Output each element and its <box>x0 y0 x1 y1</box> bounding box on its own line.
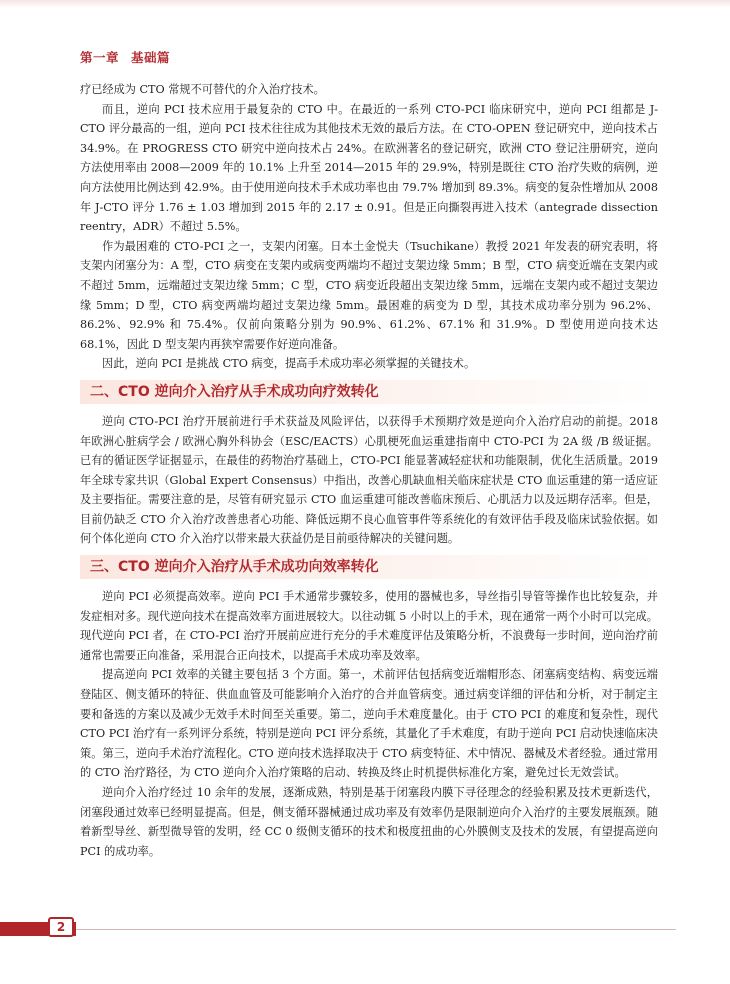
paragraph: 疗已经成为 CTO 常规不可替代的介入治疗技术。 <box>80 83 325 96</box>
section-heading: 二、CTO 逆向介入治疗从手术成功向疗效转化 <box>80 380 658 404</box>
paragraph: 提高逆向 PCI 效率的关键主要包括 3 个方面。第一，术前评估包括病变近端帽形态、闭塞病变结构、病变远端登陆区、侧支循环的特征、供血血管及可能影响介入治疗的合并血管病变。通过病变详细的评估和分析，对于制定主要和备选的方案以及减少无效手术时间至关重要。第二，逆向手术难度量化。由于 CTO PCI 的难度和复杂性，现代 CTO PCI 治疗有一系列评分系统，特别是逆向 PCI 评分系统，其量化了手术难度，有助于逆向 PCI 启动快速临床决策。第三，逆向手术治疗流程化。CTO 逆向技术选择取决于 CTO 病变特征、术中情况、器械及术者经验。通过常用的 CTO 治疗路径，为 CTO 逆向介入治疗策略的启动、转换及终止时机提供标准化方案，避免过长无效尝试。 <box>80 668 658 780</box>
section-label: 基础篇 <box>131 50 171 65</box>
paragraph: 而且，逆向 PCI 技术应用于最复杂的 CTO 中。在最近的一系列 CTO-PCI 临床研究中，逆向 PCI 组都是 J-CTO 评分最高的一组，逆向 PCI 技术往往成为其他技术无效的最后方法。在 CTO-OPEN 登记研究中，逆向技术占 34.9%。在 PROGRESS CTO 研究中逆向技术占 24%。在欧洲著名的登记研究，欧洲 CTO 登记注册研究，逆向方法使用率由 2008—2009 年的 10.1% 上升至 2014—2015 年的 29.9%，特别是既往 CTO 治疗失败的病例，逆向方法使用比例达到 42.9%。由于使用逆向技术手术成功率也由 79.7% 增加到 89.3%。病变的复杂性增加从 2008 年 J-CTO 评分 1.76 ± 1.03 增加到 2015 年的 2.17 ± 0.91。但是正向撕裂再进入技术（antegrade dissection reentry，ADR）不超过 5.5%。 <box>80 102 658 234</box>
footer-rule <box>76 929 676 930</box>
top-decoration <box>0 0 730 8</box>
page-number: 2 <box>48 917 74 937</box>
paragraph: 逆向介入治疗经过 10 余年的发展，逐渐成熟，特别是基于闭塞段内膜下寻径理念的经验积累及技术更新迭代，闭塞段通过效率已经明显提高。但是，侧支循环器械通过成功率及有效率仍是限制逆向介入治疗的主要发展瓶颈。随着新型导丝、新型微导管的发明，经 CC 0 级侧支循环的技术和极度扭曲的心外膜侧支及技术的发展，有望提高逆向 PCI 的成功率。 <box>80 786 658 858</box>
paragraph: 逆向 PCI 必须提高效率。逆向 PCI 手术通常步骤较多，使用的器械也多，导丝指引导管等操作也比较复杂，并发症相对多。现代逆向技术在提高效率方面进展较大。以往动辄 5 小时以上的手术，现在通常一两个小时可以完成。现代逆向 PCI 者，在 CTO-PCI 治疗开展前应进行充分的手术难度评估及策略分析，不浪费每一步时间，逆向治疗前通常也需要正向准备，采用混合正向技术，以提高手术成功率及效率。 <box>80 590 658 662</box>
paragraph: 作为最困难的 CTO-PCI 之一，支架内闭塞。日本土金悦夫（Tsuchikane）教授 2021 年发表的研究表明，将支架内闭塞分为：A 型，CTO 病变在支架内或病变两端均不超过支架边缘 5mm；B 型，CTO 病变近端在支架内或不超过 5mm，远端超过支架边缘 5mm；C 型，CTO 病变近段超出支架边缘 5mm，远端在支架内或不超过支架边缘 5mm；D 型，CTO 病变两端均超过支架边缘 5mm。最困难的病变为 D 型，其技术成功率分别为 96.2%、86.2%、92.9% 和 75.4%。仅前向策略分别为 90.9%、61.2%、67.1% 和 31.9%。D 型使用逆向技术达 68.1%，因此 D 型支架内再狭窄需要作好逆向准备。 <box>80 239 658 351</box>
section-heading: 三、CTO 逆向介入治疗从手术成功向效率转化 <box>80 555 658 579</box>
chapter-label: 第一章 <box>80 50 120 65</box>
paragraph: 逆向 CTO-PCI 治疗开展前进行手术获益及风险评估，以获得手术预期疗效是逆向介入治疗启动的前提。2018 年欧洲心脏病学会 / 欧洲心胸外科协会（ESC/EACTS）心肌梗死血运重建指南中 CTO-PCI 为 2A 级 /B 级证据。已有的循证医学证据显示，在最佳的药物治疗基础上，CTO-PCI 能显著减轻症状和功能限制，优化生活质量。2019 年全球专家共识（Global Expert Consensus）中指出，改善心肌缺血相关临床症状是 CTO 血运重建的第一适应证及主要指征。需要注意的是，尽管有研究显示 CTO 血运重建可能改善临床预后、心肌活力以及远期存活率。但是，目前仍缺乏 CTO 介入治疗改善患者心功能、降低远期不良心血管事件等系统化的有效评估手段及临床试验依据。如何个体化逆向 CTO 介入治疗以带来最大获益仍是目前亟待解决的关键问题。 <box>80 414 658 546</box>
page-body <box>80 80 658 861</box>
chapter-header <box>80 48 170 66</box>
paragraph: 因此，逆向 PCI 是挑战 CTO 病变，提高手术成功率必须掌握的关键技术。 <box>102 357 476 371</box>
